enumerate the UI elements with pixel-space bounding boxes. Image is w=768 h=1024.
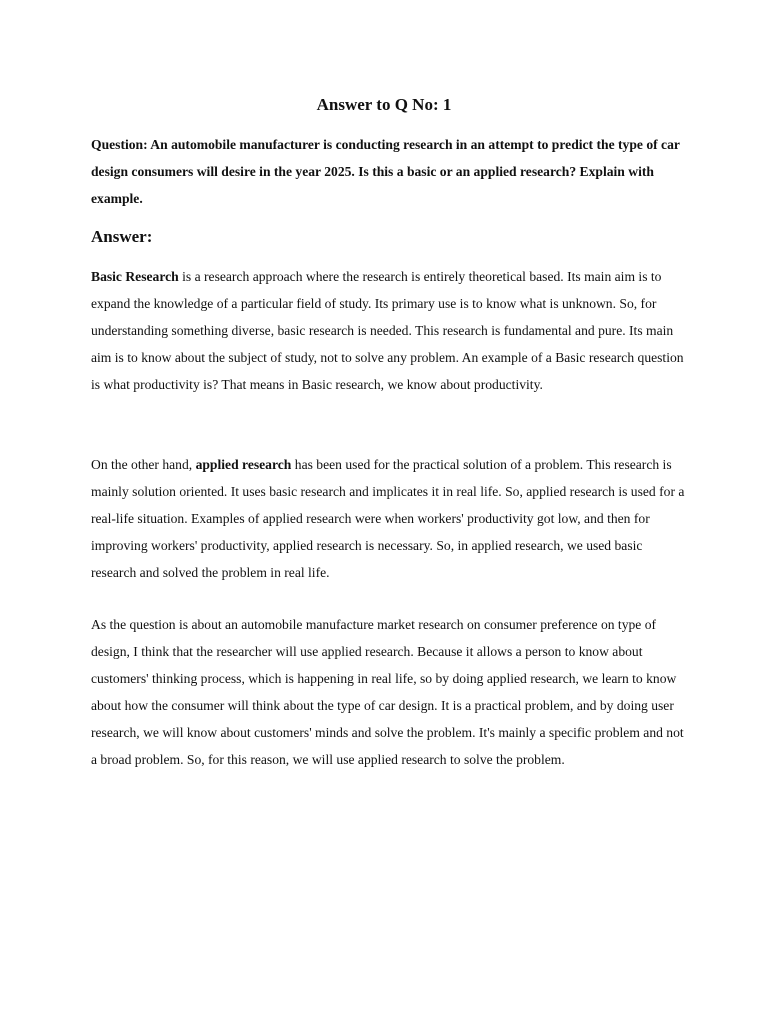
answer-heading: Answer: bbox=[91, 227, 153, 246]
paragraph-1-text: is a research approach where the research is entirely theoretical based. Its main aim is to expand the knowledge of a particular field of study. Its primary use is to know what is unknown. So, for understanding something diverse, basic research is needed. This research is fundamental and pure. Its main aim is to know about the subject of study, not to solve any problem. An example of a Basic research question is what productivity is? That means in Basic research, we know about productivity. bbox=[91, 269, 684, 392]
document-title: Answer to Q No: 1 bbox=[316, 95, 452, 114]
paragraph-basic-research bbox=[91, 263, 691, 398]
basic-research-term: Basic Research bbox=[91, 269, 179, 284]
paragraph-2-text: has been used for the practical solution of a problem. This research is mainly solution oriented. It uses basic research and implicates it in real life. So, applied research is used for a real-life situation. Examples of applied research were when workers' productivity got low, and then for improving workers' productivity, applied research is necessary. So, in applied research, we used basic research and solved the problem in real life. bbox=[91, 457, 685, 580]
paragraph-applied-research bbox=[91, 451, 691, 586]
paragraph-conclusion: As the question is about an automobile manufacture market research on consumer preference on type of design, I think that the researcher will use applied research. Because it allows a person to know about customers' thinking process, which is happening in real life, so by doing applied research, we learn to know about how the consumer will think about the type of car design. It is a practical problem, and by doing user research, we will know about customers' minds and solve the problem. It's mainly a specific problem and not a broad problem. So, for this reason, we will use applied research to solve the problem. bbox=[91, 617, 684, 767]
paragraph-2-intro: On the other hand, bbox=[91, 457, 196, 472]
applied-research-term: applied research bbox=[195, 457, 292, 472]
question-text: Question: An automobile manufacturer is conducting research in an attempt to predict the type of car design consumers will desire in the year 2025. Is this a basic or an applied research? Explain with example. bbox=[91, 137, 680, 206]
